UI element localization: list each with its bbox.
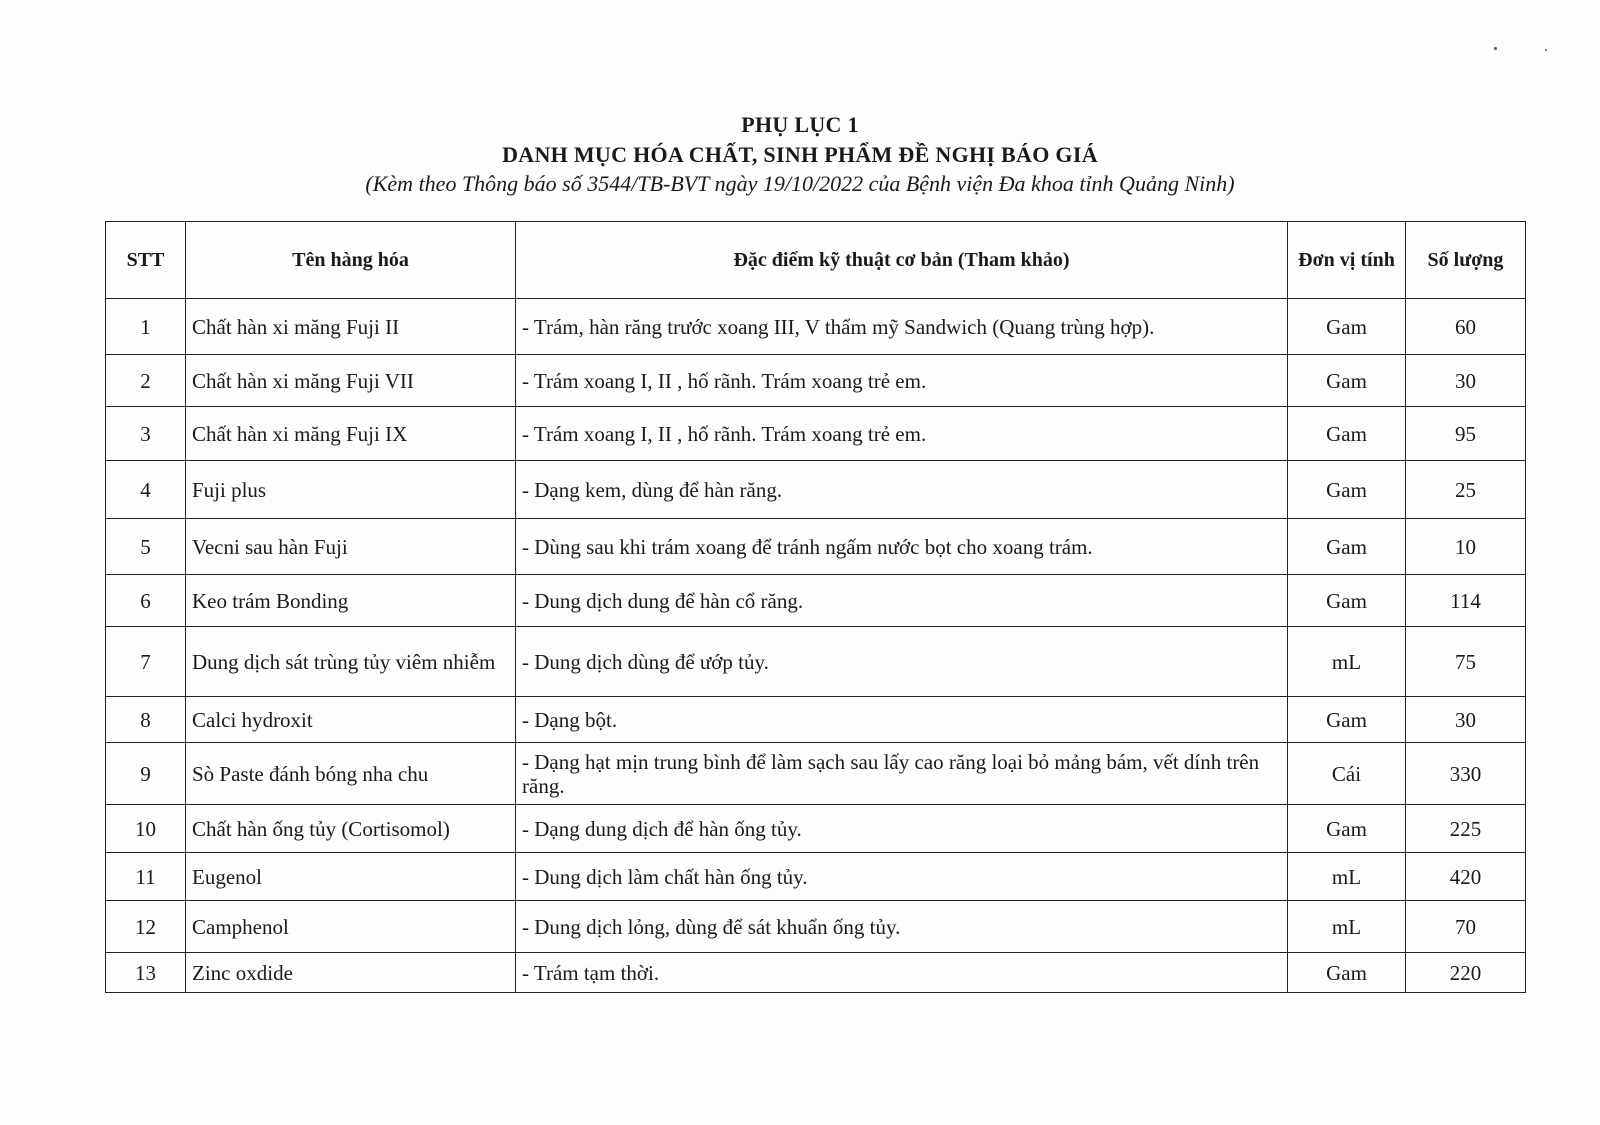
table-row [106,627,1526,697]
cell-spec: - Trám, hàn răng trước xoang III, V thẩm mỹ Sandwich (Quang trùng hợp). [516,299,1288,355]
header-stt: STT [106,222,186,299]
cell-qty: 60 [1406,299,1526,355]
cell-unit: Gam [1288,805,1406,853]
scan-speck [1494,47,1497,50]
cell-stt: 13 [106,953,186,993]
cell-stt: 1 [106,299,186,355]
table-row [106,853,1526,901]
table-row [106,953,1526,993]
cell-unit: mL [1288,853,1406,901]
cell-qty: 220 [1406,953,1526,993]
cell-stt: 5 [106,519,186,575]
cell-unit: mL [1288,901,1406,953]
cell-qty: 30 [1406,697,1526,743]
cell-spec: - Dạng kem, dùng để hàn răng. [516,461,1288,519]
items-table [105,221,1526,993]
cell-spec: - Dạng dung dịch để hàn ống tủy. [516,805,1288,853]
table-row [106,697,1526,743]
table-row [106,901,1526,953]
cell-qty: 25 [1406,461,1526,519]
cell-name: Camphenol [186,901,516,953]
cell-qty: 114 [1406,575,1526,627]
cell-name: Keo trám Bonding [186,575,516,627]
cell-unit: Gam [1288,575,1406,627]
header-name: Tên hàng hóa [186,222,516,299]
header-spec: Đặc điểm kỹ thuật cơ bản (Tham khảo) [516,222,1288,299]
cell-stt: 10 [106,805,186,853]
header-unit: Đơn vị tính [1288,222,1406,299]
table-row [106,355,1526,407]
cell-spec: - Dùng sau khi trám xoang để tránh ngấm nước bọt cho xoang trám. [516,519,1288,575]
cell-qty: 225 [1406,805,1526,853]
table-row [106,743,1526,805]
table-row [106,461,1526,519]
cell-spec: - Dung dịch dùng để ướp tủy. [516,627,1288,697]
scan-speck [1545,49,1547,51]
cell-unit: Gam [1288,407,1406,461]
appendix-title: PHỤ LỤC 1 [741,112,859,137]
cell-stt: 2 [106,355,186,407]
cell-qty: 70 [1406,901,1526,953]
cell-stt: 8 [106,697,186,743]
cell-name: Chất hàn xi măng Fuji IX [186,407,516,461]
cell-name: Calci hydroxit [186,697,516,743]
cell-stt: 12 [106,901,186,953]
cell-unit: Gam [1288,519,1406,575]
cell-qty: 95 [1406,407,1526,461]
cell-unit: Gam [1288,953,1406,993]
table-row [106,575,1526,627]
cell-spec: - Dạng hạt mịn trung bình để làm sạch sau lấy cao răng loại bỏ mảng bám, vết dính trên răng. [516,743,1288,805]
cell-name: Chất hàn ống tủy (Cortisomol) [186,805,516,853]
cell-spec: - Trám xoang I, II , hố rãnh. Trám xoang trẻ em. [516,355,1288,407]
cell-spec: - Dung dịch làm chất hàn ống tủy. [516,853,1288,901]
cell-spec: - Trám tạm thời. [516,953,1288,993]
table-row [106,519,1526,575]
cell-name: Vecni sau hàn Fuji [186,519,516,575]
cell-stt: 7 [106,627,186,697]
cell-qty: 330 [1406,743,1526,805]
cell-qty: 420 [1406,853,1526,901]
document-subtitle: (Kèm theo Thông báo số 3544/TB-BVT ngày 19/10/2022 của Bệnh viện Đa khoa tỉnh Quảng Ninh) [365,171,1235,196]
cell-unit: Gam [1288,355,1406,407]
cell-name: Dung dịch sát trùng tủy viêm nhiễm [186,627,516,697]
cell-spec: - Dung dịch lỏng, dùng để sát khuẩn ống tủy. [516,901,1288,953]
cell-name: Chất hàn xi măng Fuji VII [186,355,516,407]
cell-unit: Gam [1288,697,1406,743]
cell-qty: 10 [1406,519,1526,575]
document-title: DANH MỤC HÓA CHẤT, SINH PHẨM ĐỀ NGHỊ BÁO GIÁ [502,142,1098,167]
cell-stt: 3 [106,407,186,461]
table-header-row [106,222,1526,299]
cell-spec: - Dạng bột. [516,697,1288,743]
cell-name: Chất hàn xi măng Fuji II [186,299,516,355]
cell-name: Eugenol [186,853,516,901]
cell-unit: Cái [1288,743,1406,805]
cell-qty: 75 [1406,627,1526,697]
cell-stt: 4 [106,461,186,519]
cell-spec: - Trám xoang I, II , hố rãnh. Trám xoang trẻ em. [516,407,1288,461]
cell-name: Zinc oxdide [186,953,516,993]
table-row [106,407,1526,461]
cell-name: Sò Paste đánh bóng nha chu [186,743,516,805]
table-row [106,805,1526,853]
cell-qty: 30 [1406,355,1526,407]
table-row [106,299,1526,355]
cell-spec: - Dung dịch dung để hàn cổ răng. [516,575,1288,627]
header-qty: Số lượng [1406,222,1526,299]
cell-unit: Gam [1288,299,1406,355]
cell-stt: 11 [106,853,186,901]
cell-unit: mL [1288,627,1406,697]
cell-name: Fuji plus [186,461,516,519]
cell-stt: 9 [106,743,186,805]
cell-unit: Gam [1288,461,1406,519]
cell-stt: 6 [106,575,186,627]
